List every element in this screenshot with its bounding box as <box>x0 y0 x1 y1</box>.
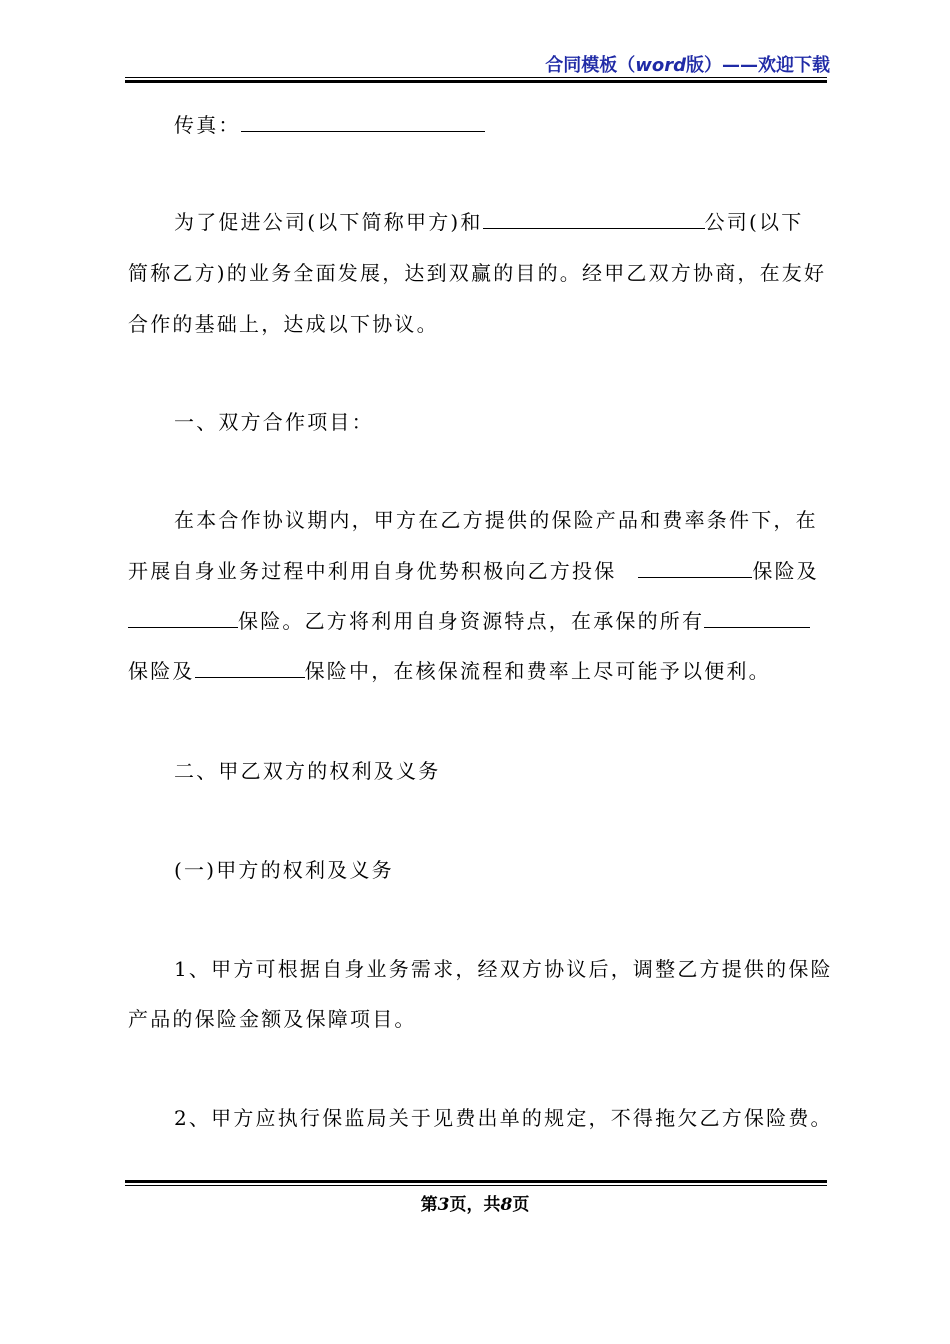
para1-line-1: 在本合作协议期内，甲方在乙方提供的保险产品和费率条件下，在 <box>174 508 818 532</box>
party-b-blank <box>483 210 705 229</box>
intro-line-1: 为了促进公司(以下简称甲方)和 公司(以下 <box>174 210 804 234</box>
header-rule-thick <box>125 80 827 83</box>
intro-line-3: 合作的基础上，达成以下协议。 <box>128 312 439 336</box>
para1-line-2: 开展自身业务过程中利用自身优势积极向乙方投保 保险及 <box>128 559 820 583</box>
item2-line-1: 2、甲方应执行保监局关于见费出单的规定，不得拖欠乙方保险费。 <box>174 1106 833 1130</box>
insurance-blank-4 <box>195 659 305 678</box>
section-heading-2: 二、甲乙双方的权利及义务 <box>174 759 441 783</box>
header-rule-thin <box>125 77 827 78</box>
footer-rule-thick <box>125 1180 827 1183</box>
item1-line-1: 1、甲方可根据自身业务需求，经双方协议后，调整乙方提供的保险 <box>174 957 833 981</box>
insurance-blank-1 <box>638 559 752 578</box>
subsection-heading-1: (一)甲方的权利及义务 <box>174 858 394 882</box>
header-title: 合同模板（word版）——欢迎下载 <box>545 55 830 76</box>
insurance-blank-2 <box>128 609 238 628</box>
fax-line: 传真： <box>174 113 485 137</box>
item1-line-2: 产品的保险金额及保障项目。 <box>128 1007 417 1031</box>
para1-line-3: 保险。乙方将利用自身资源特点，在承保的所有 <box>128 609 810 633</box>
footer-rule-thin <box>125 1185 827 1186</box>
intro-line-2: 简称乙方)的业务全面发展，达到双赢的目的。经甲乙双方协商，在友好 <box>128 261 827 285</box>
page-number: 第3页，共8页 <box>420 1195 530 1215</box>
section-heading-1: 一、双方合作项目： <box>174 410 374 434</box>
para1-line-4: 保险及 保险中，在核保流程和费率上尽可能予以便利。 <box>128 659 771 683</box>
fax-blank <box>241 113 485 132</box>
insurance-blank-3 <box>704 609 810 628</box>
